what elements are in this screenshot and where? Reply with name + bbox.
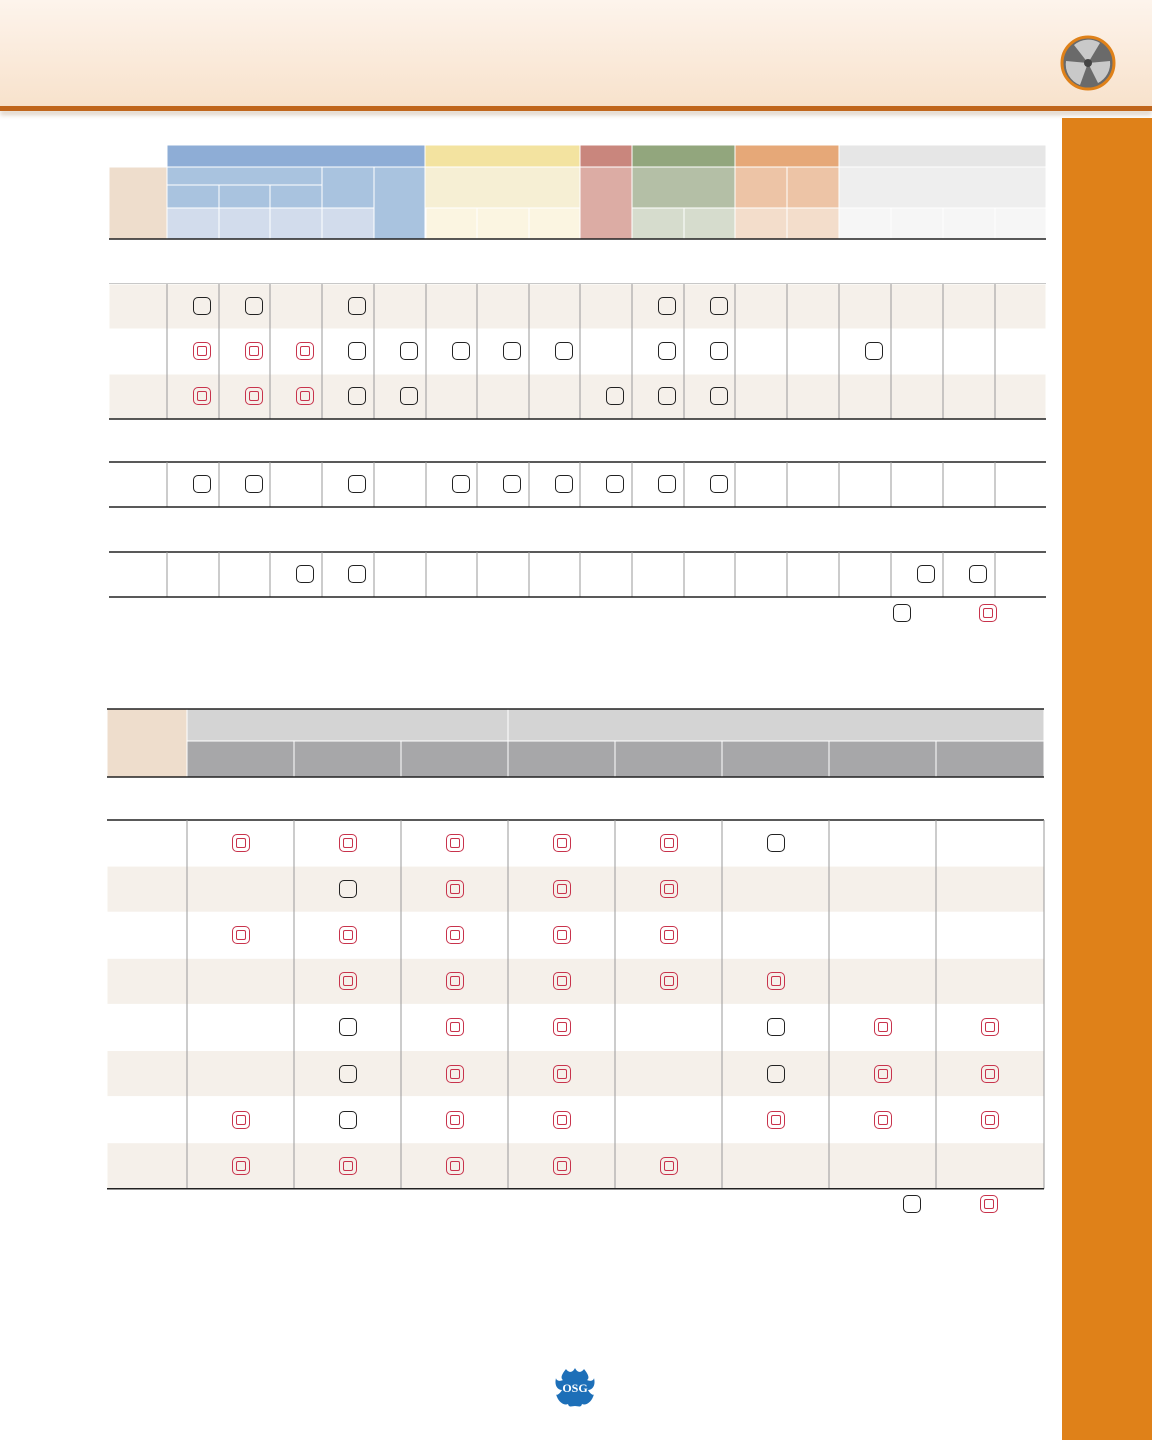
recommended-mark-icon: [339, 926, 357, 944]
recommended-mark-icon: [979, 604, 997, 622]
recommended-mark-icon: [193, 387, 211, 405]
table2-corner-cell: [107, 709, 187, 777]
table2-leaf-header: [722, 741, 829, 777]
svg-text:OSG: OSG: [562, 1381, 588, 1395]
recommended-mark-icon: [446, 972, 464, 990]
recommended-mark-icon: [446, 926, 464, 944]
recommended-mark-icon: [446, 834, 464, 852]
table2-row-shade: [107, 958, 1044, 1004]
standard-mark-icon: [903, 1195, 921, 1213]
standard-mark-icon: [767, 1065, 785, 1083]
standard-mark-icon: [606, 387, 624, 405]
standard-mark-icon: [555, 475, 573, 493]
recommended-mark-icon: [446, 1018, 464, 1036]
recommended-mark-icon: [446, 1157, 464, 1175]
recommended-mark-icon: [232, 1157, 250, 1175]
recommended-mark-icon: [874, 1018, 892, 1036]
recommended-mark-icon: [245, 387, 263, 405]
standard-mark-icon: [193, 475, 211, 493]
standard-mark-icon: [348, 565, 366, 583]
standard-mark-icon: [658, 342, 676, 360]
standard-mark-icon: [658, 297, 676, 315]
osg-logo: [554, 1366, 596, 1408]
table2-leaf-header: [615, 741, 722, 777]
standard-mark-icon: [400, 342, 418, 360]
recommended-mark-icon: [553, 834, 571, 852]
standard-mark-icon: [710, 297, 728, 315]
standard-mark-icon: [710, 475, 728, 493]
recommended-mark-icon: [553, 880, 571, 898]
table2-leaf-header: [294, 741, 401, 777]
recommended-mark-icon: [553, 1018, 571, 1036]
standard-mark-icon: [503, 475, 521, 493]
table2-row-shade: [107, 1051, 1044, 1097]
recommended-mark-icon: [232, 1111, 250, 1129]
standard-mark-icon: [893, 604, 911, 622]
recommended-mark-icon: [767, 1111, 785, 1129]
standard-mark-icon: [400, 387, 418, 405]
table2-group-header-1: [187, 709, 508, 741]
standard-mark-icon: [865, 342, 883, 360]
recommended-mark-icon: [660, 1157, 678, 1175]
standard-mark-icon: [245, 475, 263, 493]
recommended-mark-icon: [874, 1111, 892, 1129]
recommended-mark-icon: [446, 1065, 464, 1083]
recommended-mark-icon: [339, 1157, 357, 1175]
table2-leaf-header: [829, 741, 936, 777]
table2-group-header-2: [508, 709, 1044, 741]
standard-mark-icon: [658, 387, 676, 405]
recommended-mark-icon: [193, 342, 211, 360]
standard-mark-icon: [710, 387, 728, 405]
recommended-mark-icon: [553, 1065, 571, 1083]
recommended-mark-icon: [296, 342, 314, 360]
recommended-mark-icon: [660, 880, 678, 898]
standard-mark-icon: [658, 475, 676, 493]
standard-mark-icon: [348, 342, 366, 360]
recommended-mark-icon: [339, 834, 357, 852]
standard-mark-icon: [296, 565, 314, 583]
standard-mark-icon: [917, 565, 935, 583]
recommended-mark-icon: [553, 926, 571, 944]
recommended-mark-icon: [874, 1065, 892, 1083]
recommended-mark-icon: [981, 1018, 999, 1036]
standard-mark-icon: [339, 1111, 357, 1129]
standard-mark-icon: [452, 342, 470, 360]
standard-mark-icon: [555, 342, 573, 360]
standard-mark-icon: [193, 297, 211, 315]
standard-mark-icon: [767, 1018, 785, 1036]
recommended-mark-icon: [767, 972, 785, 990]
recommended-mark-icon: [553, 1157, 571, 1175]
standard-mark-icon: [710, 342, 728, 360]
standard-mark-icon: [452, 475, 470, 493]
recommended-mark-icon: [981, 1111, 999, 1129]
recommended-mark-icon: [232, 834, 250, 852]
recommended-mark-icon: [660, 926, 678, 944]
recommended-mark-icon: [553, 1111, 571, 1129]
standard-mark-icon: [245, 297, 263, 315]
table2-leaf-header: [401, 741, 508, 777]
standard-mark-icon: [348, 475, 366, 493]
recommended-mark-icon: [245, 342, 263, 360]
recommended-mark-icon: [232, 926, 250, 944]
table2-row-shade: [107, 866, 1044, 912]
recommended-mark-icon: [660, 972, 678, 990]
standard-mark-icon: [606, 475, 624, 493]
table2-leaf-header: [508, 741, 615, 777]
recommended-mark-icon: [660, 834, 678, 852]
recommended-mark-icon: [446, 1111, 464, 1129]
recommended-mark-icon: [339, 972, 357, 990]
recommended-mark-icon: [553, 972, 571, 990]
standard-mark-icon: [503, 342, 521, 360]
standard-mark-icon: [348, 297, 366, 315]
standard-mark-icon: [339, 1018, 357, 1036]
recommended-mark-icon: [446, 880, 464, 898]
standard-mark-icon: [348, 387, 366, 405]
recommended-mark-icon: [296, 387, 314, 405]
recommended-mark-icon: [980, 1195, 998, 1213]
standard-mark-icon: [767, 834, 785, 852]
standard-mark-icon: [969, 565, 987, 583]
table2-leaf-header: [187, 741, 294, 777]
table2-leaf-header: [936, 741, 1044, 777]
standard-mark-icon: [339, 1065, 357, 1083]
recommended-mark-icon: [981, 1065, 999, 1083]
standard-mark-icon: [339, 880, 357, 898]
